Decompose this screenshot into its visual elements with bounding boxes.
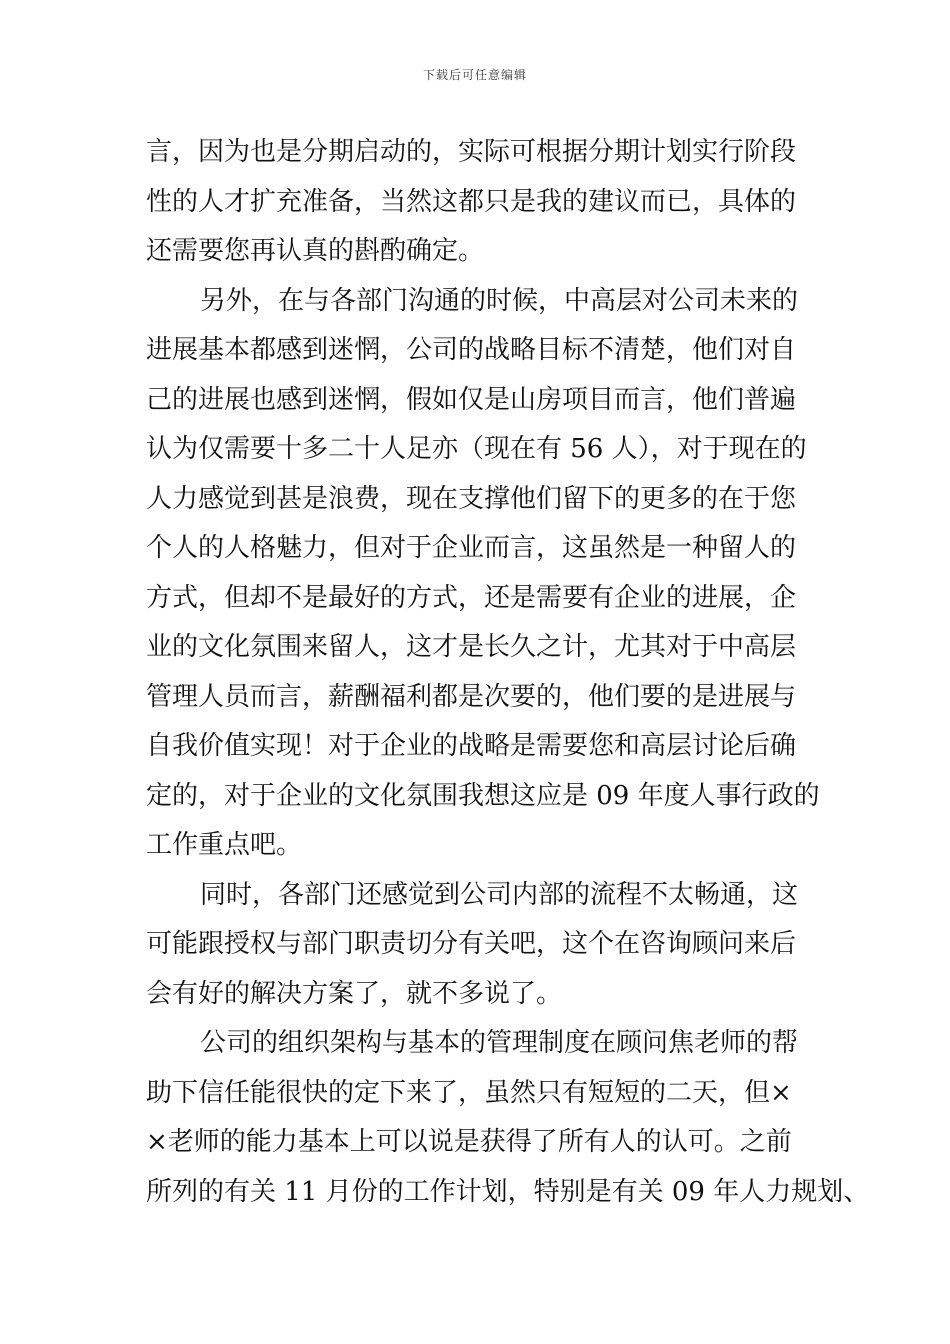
text-line: 管理人员而言，薪酬福利都是次要的，他们要的是进展与: [146, 681, 797, 712]
text-line: 认为仅需要十多二十人足亦（现在有 56 人），对于现在的: [146, 434, 807, 464]
text-line: 己的进展也感到迷惘，假如仅是山房项目而言，他们普遍: [146, 384, 797, 415]
text-line: 自我价值实现！对于企业的战略是需要您和高层讨论后确: [146, 731, 797, 761]
text-line: 另外，在与各部门沟通的时候，中高层对公司未来的: [200, 285, 799, 316]
paragraph-2: [146, 277, 820, 871]
text-line: 性的人才扩充准备，当然这都只是我的建议而已，具体的: [146, 186, 797, 217]
text-line: 业的文化氛围来留人，这才是长久之计，尤其对于中高层: [146, 632, 797, 662]
text-line: 方式，但却不是最好的方式，还是需要有企业的进展，企: [146, 582, 797, 613]
text-line: 所列的有关 11 月份的工作计划，特别是有关 09 年人力规划、: [146, 1176, 870, 1207]
page-header: 下载后可任意编辑: [422, 68, 527, 82]
document-body: [146, 128, 870, 1217]
paragraph-1: [146, 128, 806, 277]
text-line: 公司的组织架构与基本的管理制度在顾问焦老师的帮: [200, 1028, 799, 1058]
text-line: 人力感觉到甚是浪费，现在支撑他们留下的更多的在于您: [146, 483, 797, 514]
paragraph-3: [146, 871, 806, 1020]
paragraph-4: [146, 1019, 870, 1217]
text-line: 同时，各部门还感觉到公司内部的流程不太畅通，这: [200, 879, 799, 910]
text-line: ×老师的能力基本上可以说是获得了所有人的认可。之前: [146, 1127, 792, 1157]
text-line: 工作重点吧。: [146, 830, 303, 860]
text-line: 会有好的解决方案了，就不多说了。: [146, 978, 563, 1009]
text-line: 进展基本都感到迷惘，公司的战略目标不清楚，他们对自: [146, 335, 797, 365]
text-line: 定的，对于企业的文化氛围我想这应是 09 年度人事行政的: [146, 780, 820, 811]
text-line: 可能跟授权与部门职责切分有关吧，这个在咨询顾问来后: [146, 929, 797, 959]
text-line: 还需要您再认真的斟酌确定。: [146, 236, 485, 266]
text-line: 言，因为也是分期启动的，实际可根据分期计划实行阶段: [146, 137, 797, 167]
text-line: 个人的人格魅力，但对于企业而言，这虽然是一种留人的: [146, 533, 797, 563]
text-line: 助下信任能很快的定下来了，虽然只有短短的二天，但×: [146, 1077, 792, 1108]
